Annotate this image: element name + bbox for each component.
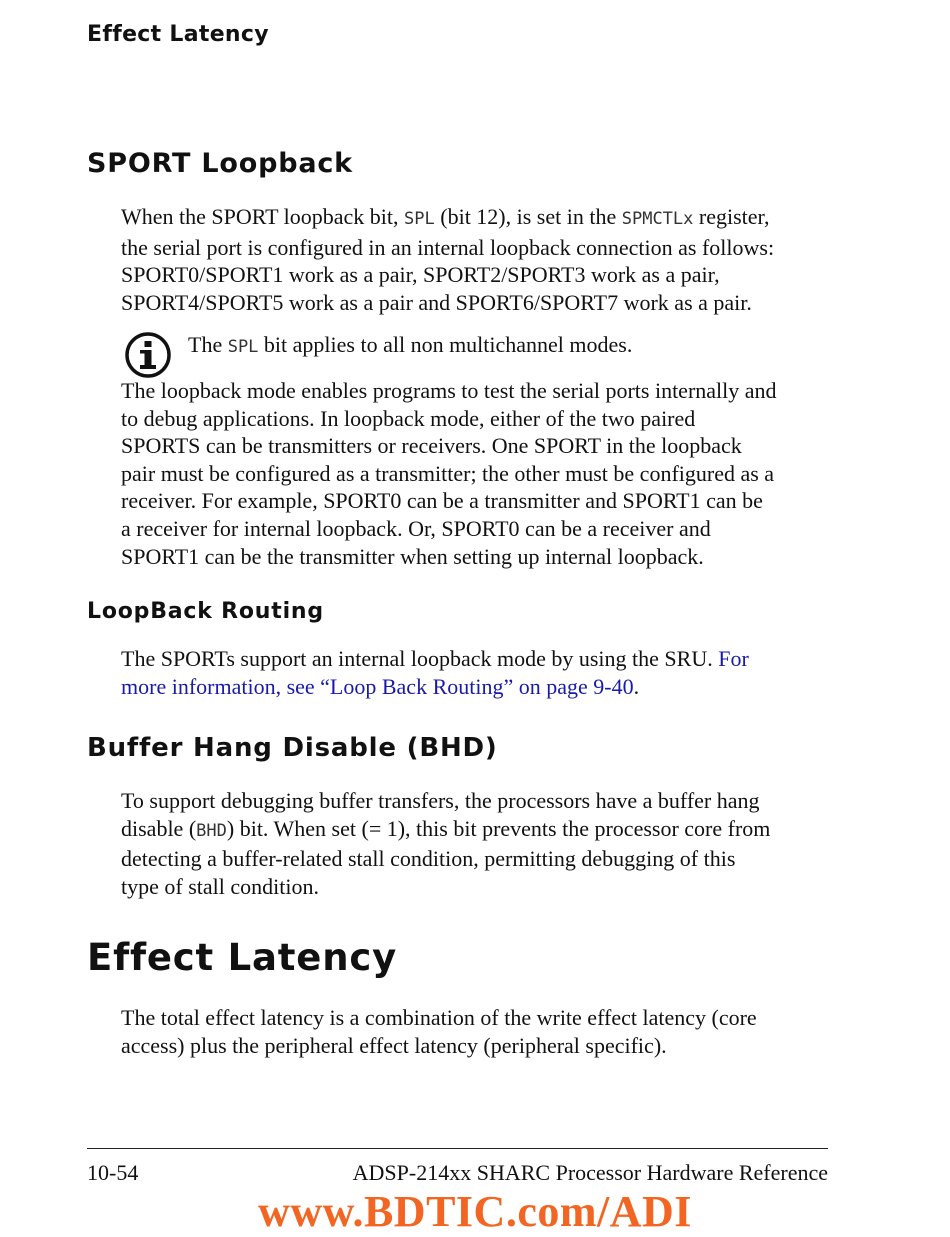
text-line: To support debugging buffer transfers, the processors have a buffer hang — [121, 788, 760, 813]
footer-document-title: ADSP-214xx SHARC Processor Hardware Reference — [352, 1160, 828, 1185]
note-text — [188, 331, 632, 362]
text-line: detecting a buffer-related stall condition, permitting debugging of this — [121, 846, 736, 872]
code-bhd: BHD — [196, 820, 227, 841]
text-line: SPORTS can be transmitters or receivers. One SPORT in the loopback — [121, 433, 742, 459]
text-run: register, — [693, 204, 770, 229]
text-line — [121, 673, 833, 701]
footer-rule — [87, 1148, 828, 1149]
text-line — [121, 645, 833, 673]
text-run: disable ( — [121, 815, 197, 841]
text-line: The total effect latency is a combination of the write effect latency (core — [121, 1005, 757, 1030]
text-line: the serial port is configured in an internal loopback connection as follows: — [121, 234, 775, 260]
text-line: SPORT1 can be the transmitter when setting up internal loopback. — [121, 543, 704, 569]
text-run: The — [188, 332, 228, 357]
text-line: a receiver for internal loopback. Or, SPORT0 can be a receiver and — [121, 515, 711, 541]
text-run: (bit 12), is set in the — [434, 204, 622, 229]
text-run: When the SPORT loopback bit, — [121, 204, 405, 229]
paragraph-buffer-hang-disable — [121, 787, 833, 900]
page-number: 10-54 — [87, 1160, 139, 1185]
text-line: pair must be configured as a transmitter; the other must be configured as a — [121, 460, 775, 486]
paragraph-loopback-routing — [121, 645, 833, 700]
text-line — [121, 815, 833, 846]
text-line: type of stall condition. — [121, 873, 319, 899]
watermark: www.BDTIC.com/ADI — [258, 1187, 692, 1236]
section-heading-effect-latency: Effect Latency — [87, 936, 397, 979]
text-line: receiver. For example, SPORT0 can be a transmitter and SPORT1 can be — [121, 488, 763, 514]
text-line — [121, 203, 833, 234]
paragraph-effect-latency — [121, 1004, 833, 1059]
section-heading-sport-loopback: SPORT Loopback — [87, 148, 353, 179]
cross-reference-link[interactable]: For — [718, 646, 749, 671]
paragraph-sport-loopback-intro — [121, 203, 833, 316]
code-spmctlx: SPMCTLx — [621, 209, 694, 229]
text-line: SPORT4/SPORT5 work as a pair and SPORT6/SPORT7 work as a pair. — [121, 289, 752, 315]
text-line: SPORT0/SPORT1 work as a pair, SPORT2/SPORT3 work as a pair, — [121, 262, 720, 288]
text-line: to debug applications. In loopback mode, either of the two paired — [121, 405, 696, 431]
code-spl: SPL — [404, 209, 435, 229]
code-spl: SPL — [227, 337, 259, 357]
cross-reference-link[interactable]: more information, see “Loop Back Routing” on page 9-40 — [121, 673, 634, 699]
text-run: ) bit. When set (= 1), this bit prevents the processor core from — [226, 815, 771, 841]
text-run: The SPORTs support an internal loopback mode by using the SRU. — [121, 646, 719, 671]
text-line: access) plus the peripheral effect latency (peripheral specific). — [121, 1032, 667, 1058]
text-run: bit applies to all non multichannel modes. — [258, 332, 633, 357]
running-header: Effect Latency — [87, 22, 269, 47]
section-heading-buffer-hang-disable: Buffer Hang Disable (BHD) — [87, 733, 498, 763]
info-icon — [124, 331, 172, 379]
text-run: . — [633, 673, 640, 699]
paragraph-loopback-mode — [121, 377, 833, 570]
section-heading-loopback-routing: LoopBack Routing — [87, 599, 324, 624]
text-line: The loopback mode enables programs to test the serial ports internally and — [121, 378, 777, 403]
